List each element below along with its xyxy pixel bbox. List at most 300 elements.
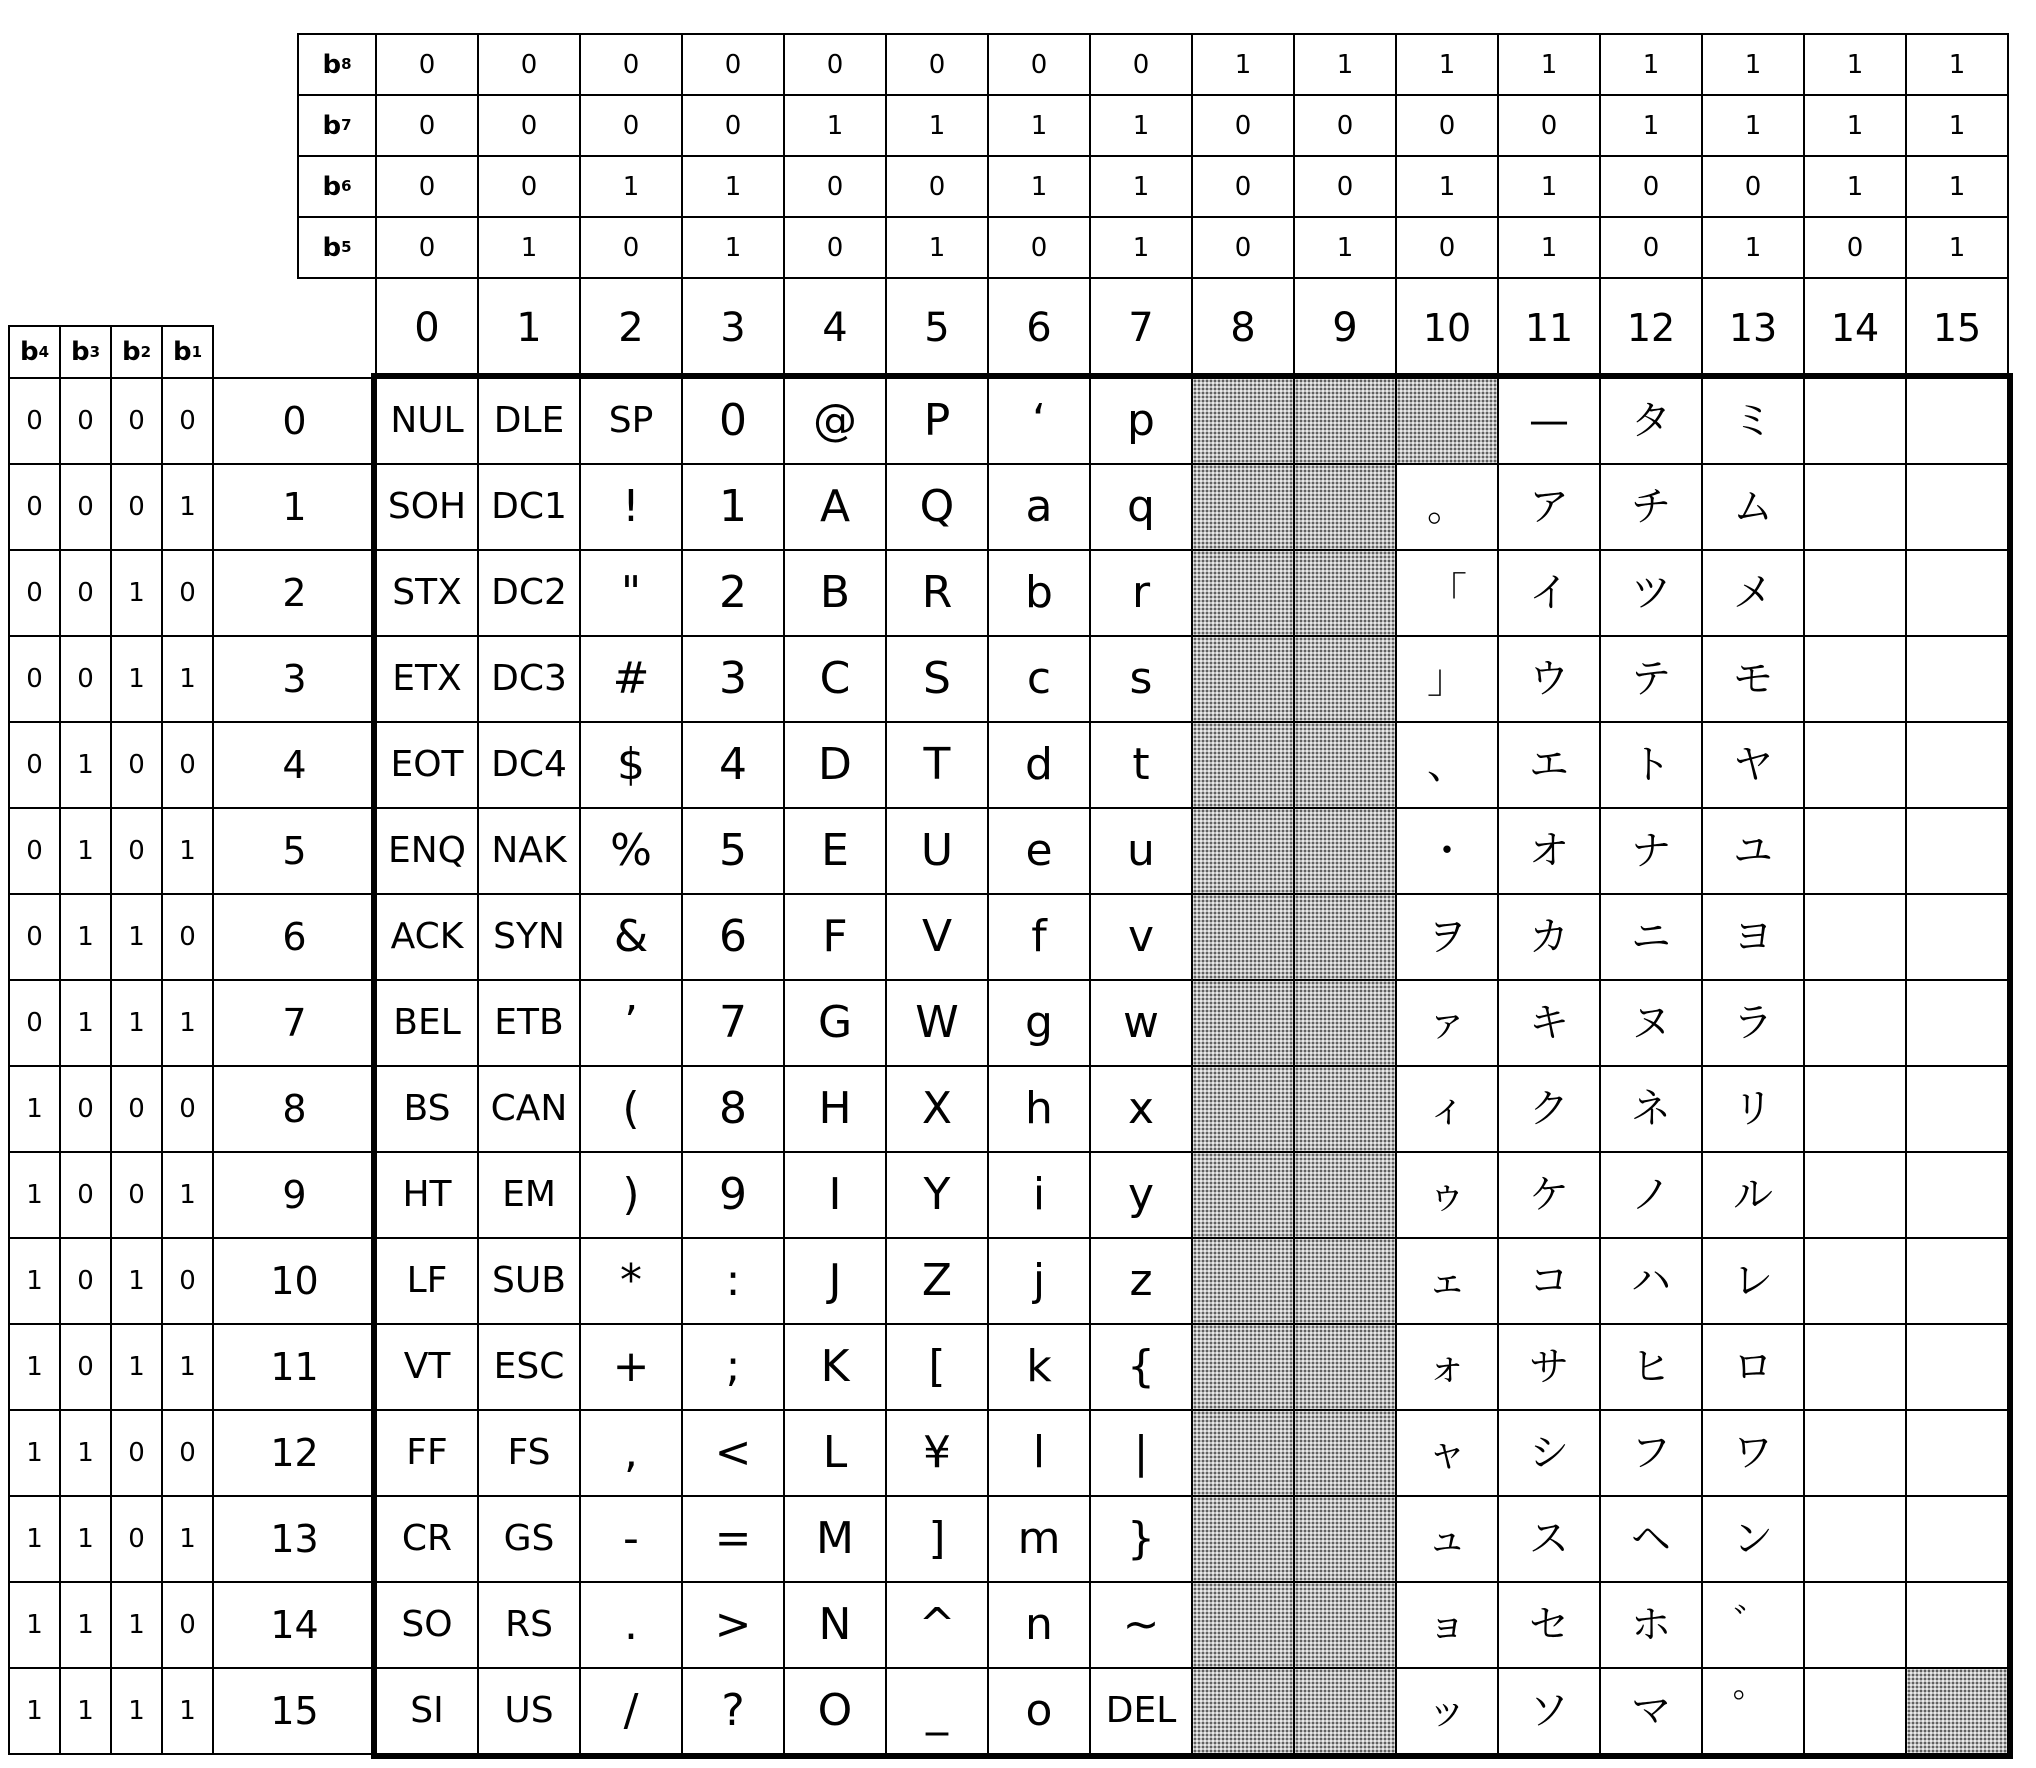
code-cell: R [885,549,989,637]
code-cell: g [987,979,1091,1067]
code-cell: P [885,377,989,465]
row-bit-value: 0 [59,1323,112,1411]
column-bit-value: 1 [477,216,581,279]
undefined-cell [1293,721,1397,809]
column-bit-value: 0 [579,33,683,96]
code-cell: - [579,1495,683,1583]
code-cell: カ [1497,893,1601,981]
column-bit-value: 1 [1089,94,1193,157]
code-cell: ラ [1701,979,1805,1067]
code-cell: q [1089,463,1193,551]
code-cell: DC2 [477,549,581,637]
code-cell: ォ [1395,1323,1499,1411]
undefined-cell [1293,1065,1397,1153]
undefined-cell [1191,1581,1295,1669]
column-bit-value: 1 [681,216,785,279]
code-cell: $ [579,721,683,809]
row-bit-value: 1 [110,979,163,1067]
code-cell: 「 [1395,549,1499,637]
code-cell: . [579,1581,683,1669]
code-cell: % [579,807,683,895]
column-bit-value: 0 [783,155,887,218]
code-cell: ゛ [1701,1581,1805,1669]
code-cell: 、 [1395,721,1499,809]
column-bit-value: 0 [1599,216,1703,279]
bit-label-subscript: 4 [38,342,50,361]
column-number: 14 [1803,277,1907,379]
row-bit-value: 0 [161,549,214,637]
code-cell: ホ [1599,1581,1703,1669]
code-cell: B [783,549,887,637]
code-cell: * [579,1237,683,1325]
code-cell [1803,549,1907,637]
row-bit-value: 0 [110,1409,163,1497]
code-cell [1803,1065,1907,1153]
column-bit-value: 0 [1191,94,1295,157]
code-cell [1803,377,1907,465]
code-cell [1803,807,1907,895]
column-bit-value: 0 [1395,216,1499,279]
code-cell: S [885,635,989,723]
row-bit-value: 0 [8,979,61,1067]
row-bit-header [59,325,112,379]
undefined-cell [1191,549,1295,637]
undefined-cell [1293,1495,1397,1583]
code-cell: { [1089,1323,1193,1411]
code-cell: 」 [1395,635,1499,723]
code-cell: ケ [1497,1151,1601,1239]
column-bit-value: 1 [1803,33,1907,96]
row-bit-value: 0 [59,549,112,637]
code-cell: EM [477,1151,581,1239]
row-bit-value: 1 [8,1237,61,1325]
code-cell: フ [1599,1409,1703,1497]
column-number: 15 [1905,277,2009,379]
row-bit-value: 1 [161,807,214,895]
code-cell: / [579,1667,683,1755]
code-cell: ‘ [987,377,1091,465]
row-bit-value: 1 [59,1581,112,1669]
row-bit-value: 0 [8,635,61,723]
code-cell: ユ [1701,807,1805,895]
code-cell: シ [1497,1409,1601,1497]
column-bit-value: 1 [1803,94,1907,157]
code-cell: CAN [477,1065,581,1153]
column-bit-value: 1 [1395,155,1499,218]
bit-label-letter: b [322,171,342,202]
code-cell: ワ [1701,1409,1805,1497]
undefined-cell [1293,979,1397,1067]
code-cell: # [579,635,683,723]
code-cell: NAK [477,807,581,895]
row-bit-header [161,325,214,379]
column-number: 0 [375,277,479,379]
undefined-cell [1191,1667,1295,1755]
code-cell: x [1089,1065,1193,1153]
column-number: 13 [1701,277,1805,379]
row-bit-value: 1 [161,1495,214,1583]
code-cell: DC1 [477,463,581,551]
undefined-cell [1191,1495,1295,1583]
column-bit-value: 1 [1497,33,1601,96]
column-bit-value: 0 [1803,216,1907,279]
undefined-cell [1293,463,1397,551]
row-bit-value: 1 [161,635,214,723]
code-cell: SYN [477,893,581,981]
code-cell: チ [1599,463,1703,551]
code-cell: H [783,1065,887,1153]
code-cell: h [987,1065,1091,1153]
code-cell: ト [1599,721,1703,809]
undefined-cell [1293,1151,1397,1239]
column-bit-value: 0 [1191,155,1295,218]
row-bit-header [110,325,163,379]
undefined-cell [1293,1581,1397,1669]
column-number: 9 [1293,277,1397,379]
code-cell: 3 [681,635,785,723]
code-cell: [ [885,1323,989,1411]
code-cell: ィ [1395,1065,1499,1153]
column-bit-value: 0 [681,33,785,96]
code-cell: ニ [1599,893,1703,981]
code-cell: オ [1497,807,1601,895]
code-cell: Q [885,463,989,551]
code-cell: ヌ [1599,979,1703,1067]
code-cell: D [783,721,887,809]
code-cell [1803,721,1907,809]
code-cell: ETX [375,635,479,723]
column-bit-value: 1 [1599,94,1703,157]
column-number: 1 [477,277,581,379]
code-cell: | [1089,1409,1193,1497]
code-cell: t [1089,721,1193,809]
code-cell [1803,1237,1907,1325]
code-cell: L [783,1409,887,1497]
undefined-cell [1293,635,1397,723]
code-cell: c [987,635,1091,723]
code-cell: 7 [681,979,785,1067]
row-number: 12 [212,1409,377,1497]
code-cell: メ [1701,549,1805,637]
code-cell [1803,1409,1907,1497]
code-cell: STX [375,549,479,637]
code-cell: ノ [1599,1151,1703,1239]
row-bit-value: 1 [59,979,112,1067]
code-cell: f [987,893,1091,981]
row-bit-value: 1 [161,1667,214,1755]
code-cell: サ [1497,1323,1601,1411]
code-cell: ス [1497,1495,1601,1583]
column-bit-value: 0 [1191,216,1295,279]
row-number: 0 [212,377,377,465]
bit-row-label [297,216,377,279]
code-cell: _ [885,1667,989,1755]
code-cell [1905,1495,2009,1583]
row-bit-value: 1 [59,893,112,981]
code-cell: テ [1599,635,1703,723]
column-bit-value: 0 [1395,94,1499,157]
row-bit-value: 1 [110,635,163,723]
row-number: 13 [212,1495,377,1583]
column-bit-value: 1 [1803,155,1907,218]
code-cell: ク [1497,1065,1601,1153]
code-cell: M [783,1495,887,1583]
row-bit-value: 1 [59,1667,112,1755]
code-cell: G [783,979,887,1067]
code-cell: @ [783,377,887,465]
column-bit-value: 0 [1599,155,1703,218]
row-bit-value: 1 [110,1667,163,1755]
column-number: 8 [1191,277,1295,379]
code-cell: o [987,1667,1091,1755]
bit-label-subscript: 8 [341,55,352,73]
code-cell: ル [1701,1151,1805,1239]
row-number: 3 [212,635,377,723]
code-cell: ゜ [1701,1667,1805,1755]
undefined-cell [1293,1237,1397,1325]
row-bit-value: 0 [59,1151,112,1239]
column-bit-value: 1 [1497,216,1601,279]
bit-label-subscript: 7 [341,116,352,134]
code-cell [1803,1667,1907,1755]
code-cell: ェ [1395,1237,1499,1325]
row-number: 14 [212,1581,377,1669]
code-cell: ( [579,1065,683,1153]
column-bit-value: 1 [1905,33,2009,96]
code-cell: BEL [375,979,479,1067]
code-cell [1905,721,2009,809]
code-cell: : [681,1237,785,1325]
code-cell: ネ [1599,1065,1703,1153]
row-number: 5 [212,807,377,895]
code-cell: HT [375,1151,479,1239]
row-bit-value: 0 [59,635,112,723]
code-cell: DLE [477,377,581,465]
column-bit-value: 1 [681,155,785,218]
column-bit-value: 1 [1905,94,2009,157]
column-bit-value: 1 [1905,216,2009,279]
code-cell: b [987,549,1091,637]
column-bit-value: 0 [477,94,581,157]
code-cell: a [987,463,1091,551]
code-cell: レ [1701,1237,1805,1325]
column-bit-value: 1 [1497,155,1601,218]
column-bit-value: 1 [1395,33,1499,96]
code-cell: ロ [1701,1323,1805,1411]
row-bit-value: 0 [161,1237,214,1325]
code-cell: ヒ [1599,1323,1703,1411]
undefined-cell [1191,463,1295,551]
code-cell: w [1089,979,1193,1067]
code-cell [1905,1409,2009,1497]
code-cell: ュ [1395,1495,1499,1583]
row-number: 8 [212,1065,377,1153]
column-number: 11 [1497,277,1601,379]
code-cell: j [987,1237,1091,1325]
code-cell: u [1089,807,1193,895]
bit-label-letter: b [322,110,342,141]
code-cell: ヲ [1395,893,1499,981]
column-number: 10 [1395,277,1499,379]
column-bit-value: 0 [783,216,887,279]
bit-label-letter: b [70,337,90,367]
code-cell: ゥ [1395,1151,1499,1239]
code-cell: ACK [375,893,479,981]
code-cell [1803,1581,1907,1669]
code-cell: ッ [1395,1667,1499,1755]
code-cell: O [783,1667,887,1755]
undefined-cell [1293,893,1397,981]
undefined-cell [1191,1237,1295,1325]
column-bit-value: 0 [885,33,989,96]
bit-label-subscript: 2 [140,342,152,361]
column-bit-value: 1 [987,155,1091,218]
code-cell: ¥ [885,1409,989,1497]
bit-label-subscript: 1 [191,342,203,361]
row-bit-value: 0 [110,377,163,465]
row-bit-value: 0 [8,721,61,809]
code-cell: + [579,1323,683,1411]
code-cell: z [1089,1237,1193,1325]
code-cell: 。 [1395,463,1499,551]
bit-label-subscript: 3 [89,342,101,361]
column-number: 7 [1089,277,1193,379]
code-cell: GS [477,1495,581,1583]
column-bit-value: 1 [1191,33,1295,96]
bit-label-subscript: 5 [341,238,352,256]
undefined-cell [1905,1667,2009,1755]
row-bit-value: 1 [59,807,112,895]
code-cell: DC4 [477,721,581,809]
row-bit-value: 0 [161,1065,214,1153]
code-cell: EOT [375,721,479,809]
column-bit-value: 1 [1089,216,1193,279]
row-number: 6 [212,893,377,981]
code-cell: W [885,979,989,1067]
column-bit-value: 0 [1089,33,1193,96]
code-cell: m [987,1495,1091,1583]
bit-label-subscript: 6 [341,177,352,195]
row-bit-value: 0 [161,893,214,981]
row-bit-value: 1 [110,1581,163,1669]
code-cell: モ [1701,635,1805,723]
code-cell: y [1089,1151,1193,1239]
code-cell: ア [1497,463,1601,551]
code-cell: NUL [375,377,479,465]
code-cell: タ [1599,377,1703,465]
column-bit-value: 1 [1701,94,1805,157]
bit-label-letter: b [121,337,141,367]
code-cell [1905,1323,2009,1411]
column-number: 6 [987,277,1091,379]
row-bit-value: 0 [8,893,61,981]
column-bit-value: 1 [1599,33,1703,96]
code-cell: < [681,1409,785,1497]
column-bit-value: 0 [477,33,581,96]
undefined-cell [1191,807,1295,895]
column-bit-value: 0 [783,33,887,96]
undefined-cell [1293,1323,1397,1411]
code-cell: Y [885,1151,989,1239]
row-bit-value: 0 [161,377,214,465]
code-cell: イ [1497,549,1601,637]
column-bit-value: 1 [1701,33,1805,96]
code-cell: = [681,1495,785,1583]
column-bit-value: 0 [1701,155,1805,218]
code-cell: CR [375,1495,479,1583]
undefined-cell [1191,893,1295,981]
row-bit-value: 0 [110,1065,163,1153]
code-cell: FS [477,1409,581,1497]
code-cell: X [885,1065,989,1153]
row-number: 2 [212,549,377,637]
column-bit-value: 0 [375,155,479,218]
code-cell [1803,463,1907,551]
code-cell: l [987,1409,1091,1497]
code-cell: マ [1599,1667,1703,1755]
row-number: 1 [212,463,377,551]
code-cell: ナ [1599,807,1703,895]
code-cell: ウ [1497,635,1601,723]
code-cell: ミ [1701,377,1805,465]
code-cell: A [783,463,887,551]
code-cell: N [783,1581,887,1669]
row-bit-value: 1 [8,1495,61,1583]
column-bit-value: 1 [1701,216,1805,279]
row-bit-value: 1 [110,549,163,637]
row-bit-value: 0 [161,1581,214,1669]
row-bit-value: 0 [59,377,112,465]
code-cell: セ [1497,1581,1601,1669]
code-cell: i [987,1151,1091,1239]
row-number: 7 [212,979,377,1067]
code-cell: エ [1497,721,1601,809]
column-bit-value: 1 [885,216,989,279]
column-number: 5 [885,277,989,379]
column-bit-value: 1 [1293,216,1397,279]
row-bit-value: 1 [110,1237,163,1325]
undefined-cell [1191,1151,1295,1239]
row-bit-value: 0 [59,1237,112,1325]
code-cell: E [783,807,887,895]
code-cell: 5 [681,807,785,895]
code-cell: ! [579,463,683,551]
undefined-cell [1293,1667,1397,1755]
row-bit-value: 1 [8,1323,61,1411]
code-cell: s [1089,635,1193,723]
column-bit-value: 0 [987,216,1091,279]
column-bit-value: 0 [579,94,683,157]
column-number: 4 [783,277,887,379]
code-cell: ? [681,1667,785,1755]
undefined-cell [1191,1323,1295,1411]
column-bit-value: 1 [783,94,887,157]
code-cell: ENQ [375,807,479,895]
code-cell: ヘ [1599,1495,1703,1583]
column-bit-value: 1 [1905,155,2009,218]
row-number: 10 [212,1237,377,1325]
code-cell: キ [1497,979,1601,1067]
undefined-cell [1293,1409,1397,1497]
code-cell: DEL [1089,1667,1193,1755]
code-cell: VT [375,1323,479,1411]
code-cell: U [885,807,989,895]
bit-row-label [297,155,377,218]
code-cell [1905,979,2009,1067]
column-bit-value: 0 [987,33,1091,96]
row-bit-value: 1 [161,463,214,551]
code-cell: & [579,893,683,981]
